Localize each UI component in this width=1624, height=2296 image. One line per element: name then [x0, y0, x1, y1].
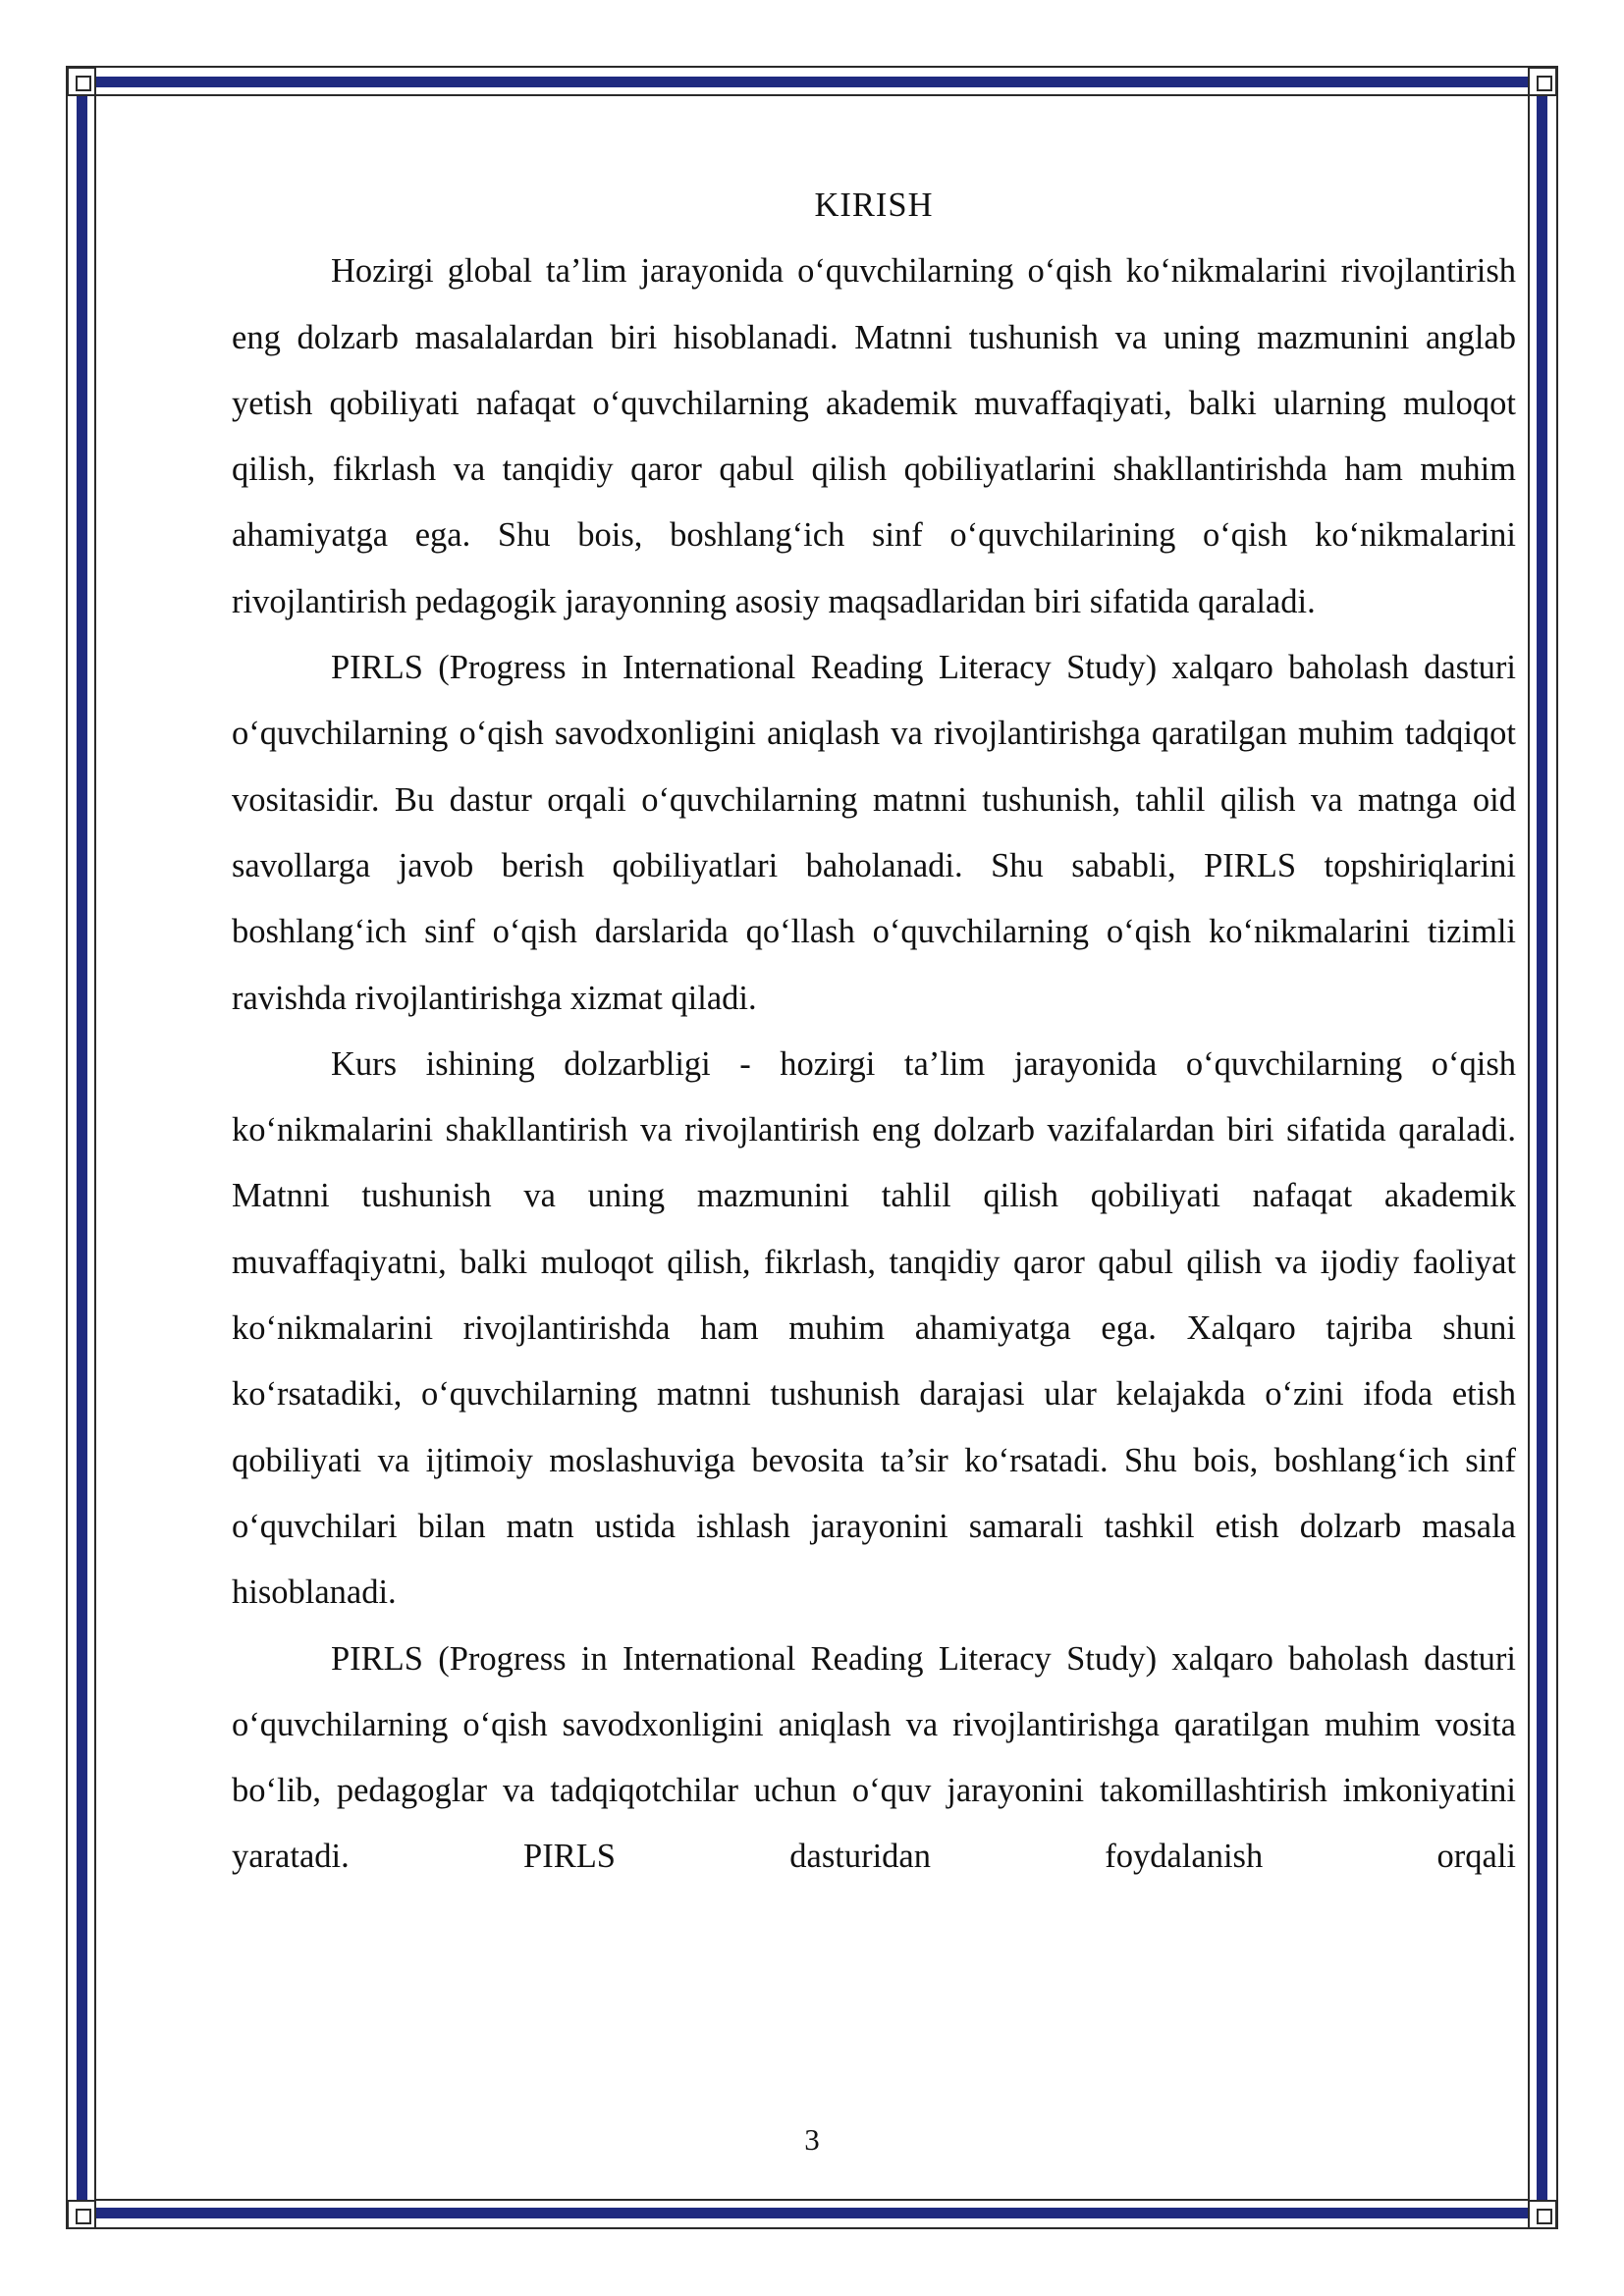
frame-corner-ornament [67, 2200, 96, 2229]
page-number: 3 [804, 2122, 820, 2157]
frame-corner-ornament [1528, 67, 1557, 96]
document-body [232, 173, 1516, 1891]
paragraph-pirls-program: PIRLS (Progress in International Reading Literacy Study) xalqaro baholash dasturi o‘quvchilarning o‘qish savodxonligini aniqlash va rivojlantirishga qaratilgan muhim vosita bo‘lib, pedagoglar va tadqiqotchilar uchun o‘quv jarayonini takomillashtirish imkoniyatini yaratadi. PIRLS dasturidan foydalanish orqali [232, 1639, 1516, 1876]
frame-corner-ornament [1528, 2200, 1557, 2229]
paragraph-relevance: Kurs ishining dolzarbligi - hozirgi ta’lim jarayonida o‘quvchilarning o‘qish ko‘nikmalarini shakllantirish va rivojlantirish eng dolzarb vazifalardan biri sifatida qaraladi. Matnni tushunish va uning mazmunini tahlil qilish qobiliyati nafaqat akademik muvaffaqiyatni, balki muloqot qilish, fikrlash, tanqidiy qaror qabul qilish va ijodiy faoliyat ko‘nikmalarini rivojlantirishda ham muhim ahamiyatga ega. Xalqaro tajriba shuni ko‘rsatadiki, o‘quvchilarning matnni tushunish darajasi ular kelajakda o‘zini ifoda etish qobiliyati va ijtimoiy moslashuviga bevosita ta’sir ko‘rsatadi. Shu bois, boshlang‘ich sinf o‘quvchilari bilan matn ustida ishlash jarayonini samarali tashkil etish dolzarb masala hisoblanadi. [232, 1044, 1516, 1612]
paragraph-pirls-overview: PIRLS (Progress in International Reading Literacy Study) xalqaro baholash dasturi o‘quvchilarning o‘qish savodxonligini aniqlash va rivojlantirishga qaratilgan muhim tadqiqot vositasidir. Bu dastur orqali o‘quvchilarning matnni tushunish, tahlil qilish va matnga oid savollarga javob berish qobiliyatlari baholanadi. Shu sababli, PIRLS topshiriqlarini boshlang‘ich sinf o‘qish darslarida qo‘llash o‘quvchilarning o‘qish ko‘nikmalarini tizimli ravishda rivojlantirishga xizmat qiladi. [232, 649, 1516, 1017]
section-heading: KIRISH [814, 187, 934, 224]
paragraph-intro: Hozirgi global ta’lim jarayonida o‘quvchilarning o‘qish ko‘nikmalarini rivojlantirish eng dolzarb masalalardan biri hisoblanadi. Matnni tushunish va uning mazmunini anglab yetish qobiliyati nafaqat o‘quvchilarning akademik muvaffaqiyati, balki ularning muloqot qilish, fikrlash va tanqidiy qaror qabul qilish qobiliyatlarini shakllantirishda ham muhim ahamiyatga ega. Shu bois, boshlang‘ich sinf o‘quvchilarining o‘qish ko‘nikmalarini rivojlantirish pedagogik jarayonning asosiy maqsadlaridan biri sifatida qaraladi. [232, 252, 1516, 620]
frame-corner-ornament [67, 67, 96, 96]
